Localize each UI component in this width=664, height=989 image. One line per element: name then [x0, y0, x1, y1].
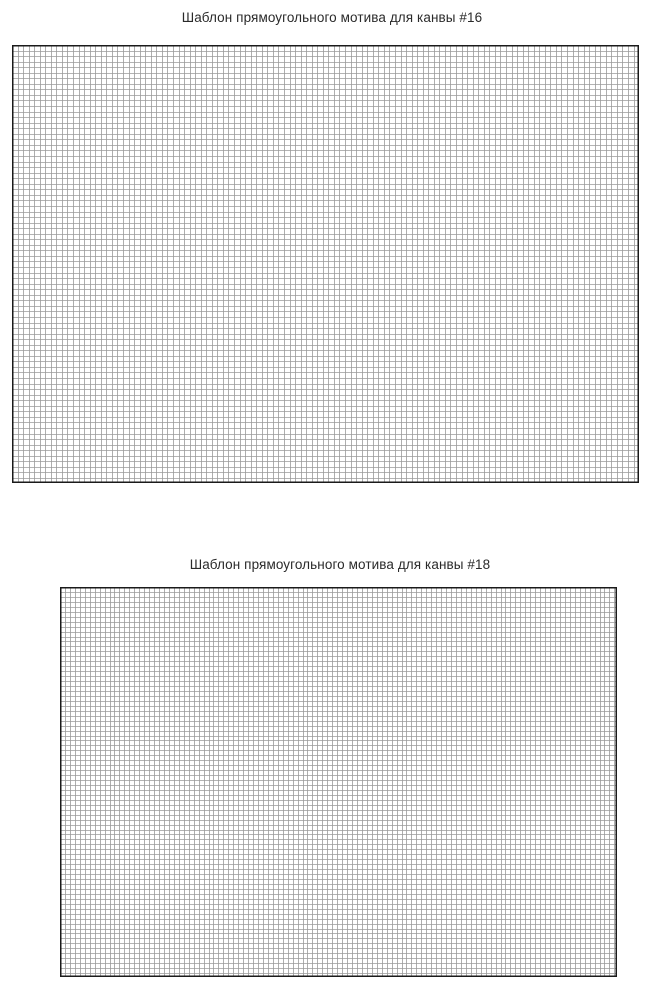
graph-grid-canvas-16 — [12, 45, 639, 483]
grid-border — [61, 588, 617, 977]
grid-svg-canvas-18 — [60, 587, 617, 977]
template-title-canvas-16: Шаблон прямоугольного мотива для канвы #16 — [181, 10, 483, 25]
template-title-canvas-18: Шаблон прямоугольного мотива для канвы #18 — [189, 557, 491, 572]
grid-cell-lines — [60, 587, 617, 977]
graph-grid-canvas-18 — [60, 587, 617, 977]
grid-lines — [12, 45, 639, 483]
grid-lines — [60, 587, 617, 977]
grid-svg-canvas-16 — [12, 45, 639, 483]
grid-cell-lines — [12, 45, 639, 483]
